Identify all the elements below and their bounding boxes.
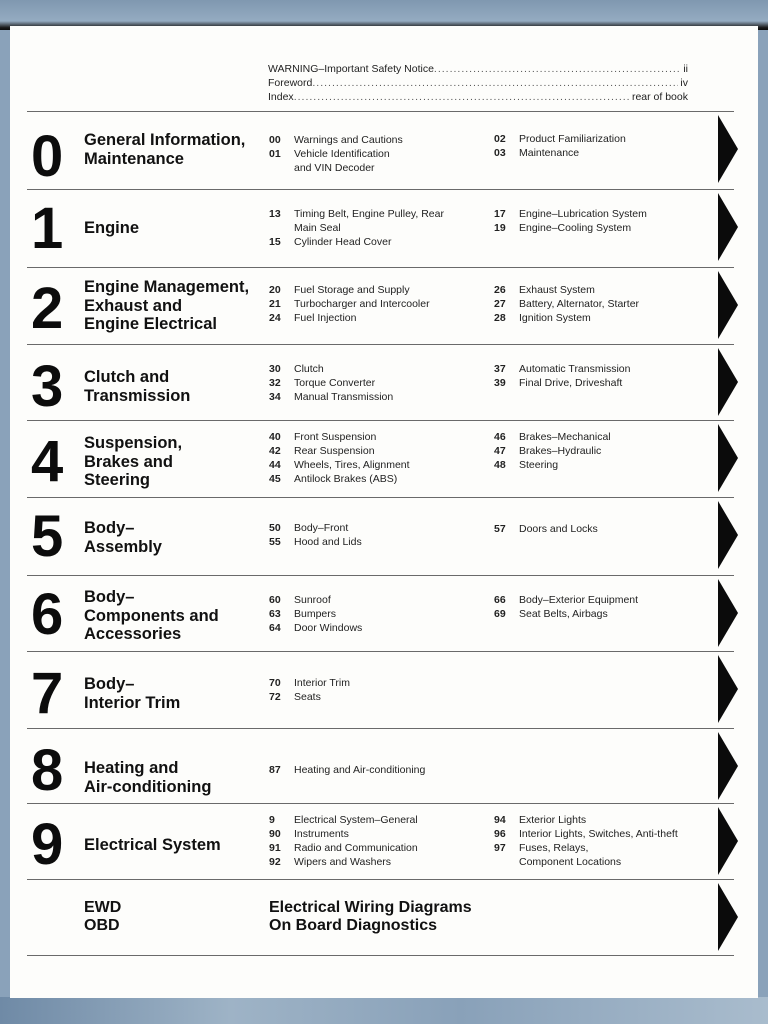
chapter-code: 00 [269, 134, 281, 146]
thumb-tab-arrow-icon[interactable] [718, 424, 738, 492]
chapter-item[interactable] [269, 362, 393, 376]
chapter-item[interactable] [494, 207, 647, 221]
ewd-title[interactable]: Electrical Wiring Diagrams [269, 899, 472, 916]
chapter-code: 9 [269, 814, 275, 826]
front-matter-index[interactable] [268, 90, 688, 104]
chapter-label: Radio and Communication [294, 842, 418, 854]
chapter-list-left [269, 676, 350, 704]
section-number[interactable]: 6 [31, 582, 64, 647]
chapter-item[interactable] [269, 430, 410, 444]
section-divider [27, 420, 734, 421]
chapter-item[interactable] [494, 376, 630, 390]
chapter-item[interactable] [269, 376, 393, 390]
thumb-tab-arrow-icon[interactable] [718, 115, 738, 183]
chapter-code: 19 [494, 222, 506, 234]
chapter-list-left [269, 283, 430, 325]
chapter-item[interactable] [494, 221, 647, 235]
obd-abbr[interactable]: OBD [84, 917, 120, 934]
section-title[interactable]: Body– Assembly [84, 519, 162, 556]
chapter-code: 94 [494, 814, 506, 826]
chapter-label: Fuel Storage and Supply [294, 284, 410, 296]
chapter-label: Cylinder Head Cover [294, 236, 392, 248]
chapter-label: Heating and Air-conditioning [294, 764, 426, 776]
section-number[interactable]: 4 [31, 429, 64, 494]
chapter-label: Brakes–Mechanical [519, 431, 611, 443]
chapter-code: 72 [269, 691, 281, 703]
front-matter-warning[interactable] [268, 62, 688, 76]
section-number[interactable]: 7 [31, 661, 64, 726]
chapter-code: 17 [494, 208, 506, 220]
chapter-item[interactable] [494, 132, 626, 146]
section-divider [27, 497, 734, 498]
thumb-tab-arrow-icon[interactable] [718, 579, 738, 647]
chapter-list-left [269, 133, 403, 175]
chapter-label: Product Familiarization [519, 133, 626, 145]
chapter-code: 39 [494, 377, 506, 389]
chapter-label: Manual Transmission [294, 391, 394, 403]
thumb-tab-arrow-icon[interactable] [718, 732, 738, 800]
chapter-label: Doors and Locks [519, 523, 598, 535]
chapter-item[interactable] [269, 690, 350, 704]
chapter-label: Ignition System [519, 312, 591, 324]
section-number[interactable]: 1 [31, 196, 64, 261]
chapter-item[interactable] [269, 521, 362, 535]
front-matter-foreword[interactable] [268, 76, 688, 90]
section-number[interactable]: 9 [31, 812, 64, 877]
chapter-item[interactable] [494, 297, 639, 311]
chapter-item[interactable] [494, 813, 678, 827]
chapter-item[interactable] [269, 676, 350, 690]
chapter-code: 66 [494, 594, 506, 606]
chapter-list-right [494, 522, 598, 536]
chapter-code: 87 [269, 764, 281, 776]
section-divider [27, 344, 734, 345]
thumb-tab-arrow-icon[interactable] [718, 883, 738, 951]
chapter-code: 64 [269, 622, 281, 634]
section-title[interactable]: Engine [84, 219, 140, 237]
leader-dots [434, 62, 681, 76]
front-matter-label: Index [268, 91, 294, 103]
chapter-item[interactable] [494, 827, 678, 841]
front-matter-page: rear of book [631, 91, 688, 103]
chapter-code: 90 [269, 828, 281, 840]
chapter-label: Interior Trim [294, 677, 351, 689]
chapter-label: Door Windows [294, 622, 363, 634]
chapter-code: 37 [494, 363, 506, 375]
chapter-list-right [494, 283, 639, 325]
chapter-label: Vehicle Identification and VIN Decoder [294, 148, 390, 174]
chapter-code: 30 [269, 363, 281, 375]
chapter-label: Electrical System–General [294, 814, 418, 826]
chapter-list-right [494, 430, 611, 472]
chapter-label: Wheels, Tires, Alignment [294, 459, 410, 471]
section-number[interactable]: 0 [31, 124, 64, 189]
section-title[interactable]: Suspension, Brakes and Steering [84, 434, 183, 489]
chapter-label: Antilock Brakes (ABS) [294, 473, 398, 485]
chapter-code: 20 [269, 284, 281, 296]
chapter-code: 15 [269, 236, 281, 248]
chapter-item[interactable] [494, 146, 626, 160]
chapter-list-left [269, 430, 410, 486]
section-number[interactable]: 8 [31, 738, 64, 803]
chapter-label: Exterior Lights [519, 814, 587, 826]
chapter-list-left [269, 763, 425, 777]
section-number[interactable]: 3 [31, 354, 64, 419]
chapter-code: 03 [494, 147, 506, 159]
chapter-code: 91 [269, 842, 281, 854]
chapter-label: Fuses, Relays, Component Locations [519, 842, 622, 868]
chapter-label: Torque Converter [294, 377, 376, 389]
chapter-item[interactable] [494, 841, 678, 869]
chapter-item[interactable] [494, 444, 611, 458]
chapter-label: Warnings and Cautions [294, 134, 403, 146]
chapter-label: Fuel Injection [294, 312, 357, 324]
chapter-code: 44 [269, 459, 281, 471]
chapter-item[interactable] [269, 133, 403, 147]
thumb-tab-arrow-icon[interactable] [718, 348, 738, 416]
chapter-code: 57 [494, 523, 506, 535]
chapter-item[interactable] [494, 430, 611, 444]
chapter-item[interactable] [269, 621, 362, 635]
chapter-code: 02 [494, 133, 506, 145]
extra-abbreviations [84, 899, 121, 935]
section-divider [27, 879, 734, 880]
chapter-code: 26 [494, 284, 506, 296]
chapter-code: 28 [494, 312, 506, 324]
chapter-item[interactable] [269, 593, 362, 607]
chapter-label: Maintenance [519, 147, 580, 159]
chapter-item[interactable] [269, 458, 410, 472]
front-matter-label: Foreword [268, 77, 313, 89]
chapter-label: Hood and Lids [294, 536, 362, 548]
chapter-code: 01 [269, 148, 281, 160]
thumb-tab-arrow-icon[interactable] [718, 655, 738, 723]
section-title[interactable]: General Information, Maintenance [84, 131, 246, 168]
chapter-item[interactable] [269, 607, 362, 621]
chapter-label: Body–Front [294, 522, 349, 534]
chapter-code: 27 [494, 298, 506, 310]
section-divider [27, 267, 734, 268]
chapter-code: 70 [269, 677, 281, 689]
chapter-list-left [269, 593, 362, 635]
chapter-list-right [494, 813, 678, 869]
section-title[interactable]: Body– Interior Trim [84, 675, 181, 712]
chapter-code: 96 [494, 828, 506, 840]
leader-dots [312, 76, 678, 90]
chapter-label: Rear Suspension [294, 445, 375, 457]
scan-border-bottom [0, 997, 768, 1024]
chapter-code: 47 [494, 445, 506, 457]
thumb-tab-arrow-icon[interactable] [718, 193, 738, 261]
chapter-code: 63 [269, 608, 281, 620]
chapter-code: 32 [269, 377, 281, 389]
ewd-abbr[interactable]: EWD [84, 899, 122, 916]
chapter-code: 34 [269, 391, 281, 403]
chapter-label: Bumpers [294, 608, 337, 620]
chapter-code: 92 [269, 856, 281, 868]
chapter-label: Engine–Lubrication System [519, 208, 647, 220]
section-divider [27, 189, 734, 190]
chapter-label: Final Drive, Driveshaft [519, 377, 623, 389]
chapter-item[interactable] [494, 362, 630, 376]
chapter-code: 97 [494, 842, 506, 854]
chapter-list-left [269, 813, 418, 869]
section-title[interactable]: Body– Components and Accessories [84, 588, 219, 643]
chapter-list-right [494, 362, 630, 390]
chapter-label: Front Suspension [294, 431, 377, 443]
chapter-code: 40 [269, 431, 281, 443]
chapter-item[interactable] [494, 283, 639, 297]
section-divider [27, 651, 734, 652]
chapter-label: Engine–Cooling System [519, 222, 632, 234]
obd-title[interactable]: On Board Diagnostics [269, 917, 438, 934]
chapter-item[interactable] [269, 535, 362, 549]
chapter-list-left [269, 362, 393, 404]
section-divider [27, 803, 734, 804]
chapter-code: 48 [494, 459, 506, 471]
chapter-label: Battery, Alternator, Starter [519, 298, 640, 310]
section-number[interactable]: 5 [31, 504, 64, 569]
chapter-code: 42 [269, 445, 281, 457]
section-number[interactable]: 2 [31, 276, 64, 341]
chapter-label: Automatic Transmission [519, 363, 631, 375]
section-divider [27, 111, 734, 112]
section-title[interactable]: Electrical System [84, 836, 221, 854]
chapter-label: Instruments [294, 828, 349, 840]
chapter-label: Wipers and Washers [294, 856, 392, 868]
chapter-item[interactable] [269, 207, 444, 235]
chapter-list-right [494, 593, 638, 621]
chapter-item[interactable] [269, 841, 418, 855]
chapter-code: 69 [494, 608, 506, 620]
chapter-code: 13 [269, 208, 281, 220]
chapter-item[interactable] [269, 283, 430, 297]
chapter-label: Body–Exterior Equipment [519, 594, 639, 606]
chapter-item[interactable] [269, 827, 418, 841]
chapter-item[interactable] [269, 813, 418, 827]
chapter-item[interactable] [494, 607, 638, 621]
chapter-item[interactable] [269, 311, 430, 325]
section-divider [27, 575, 734, 576]
chapter-label: Seat Belts, Airbags [519, 608, 608, 620]
chapter-code: 55 [269, 536, 281, 548]
thumb-tab-arrow-icon[interactable] [718, 271, 738, 339]
chapter-label: Interior Lights, Switches, Anti-theft [519, 828, 678, 840]
extra-titles [269, 899, 472, 935]
chapter-label: Brakes–Hydraulic [519, 445, 602, 457]
chapter-label: Turbocharger and Intercooler [294, 298, 430, 310]
thumb-tab-arrow-icon[interactable] [718, 501, 738, 569]
chapter-list-left [269, 207, 444, 249]
chapter-item[interactable] [269, 147, 403, 175]
front-matter-list [268, 62, 688, 104]
chapter-item[interactable] [494, 593, 638, 607]
chapter-item[interactable] [269, 390, 393, 404]
section-title[interactable]: Engine Management, Exhaust and Engine Electrical [84, 278, 250, 333]
chapter-code: 24 [269, 312, 281, 324]
chapter-code: 45 [269, 473, 281, 485]
chapter-code: 46 [494, 431, 506, 443]
chapter-code: 21 [269, 298, 281, 310]
chapter-item[interactable] [494, 311, 639, 325]
leader-dots [294, 90, 630, 104]
section-title[interactable]: Heating and Air-conditioning [84, 759, 212, 796]
front-matter-page: ii [683, 63, 688, 75]
chapter-label: Timing Belt, Engine Pulley, Rear Main Seal [294, 208, 444, 234]
chapter-item[interactable] [269, 444, 410, 458]
thumb-tab-arrow-icon[interactable] [718, 807, 738, 875]
chapter-label: Steering [519, 459, 559, 471]
chapter-label: Exhaust System [519, 284, 595, 296]
chapter-list-right [494, 207, 647, 235]
chapter-list-right [494, 132, 626, 160]
chapter-item[interactable] [269, 235, 444, 249]
section-title[interactable]: Clutch and Transmission [84, 368, 191, 405]
chapter-code: 50 [269, 522, 281, 534]
chapter-item[interactable] [269, 763, 425, 777]
front-matter-label: WARNING–Important Safety Notice [268, 63, 434, 75]
chapter-item[interactable] [269, 472, 410, 486]
chapter-item[interactable] [269, 855, 418, 869]
chapter-item[interactable] [494, 522, 598, 536]
chapter-list-left [269, 521, 362, 549]
chapter-code: 60 [269, 594, 281, 606]
front-matter-page: iv [680, 77, 688, 89]
chapter-item[interactable] [269, 297, 430, 311]
chapter-label: Clutch [294, 363, 324, 375]
chapter-label: Seats [294, 691, 321, 703]
section-divider [27, 955, 734, 956]
section-divider [27, 728, 734, 729]
chapter-label: Sunroof [294, 594, 331, 606]
chapter-item[interactable] [494, 458, 611, 472]
